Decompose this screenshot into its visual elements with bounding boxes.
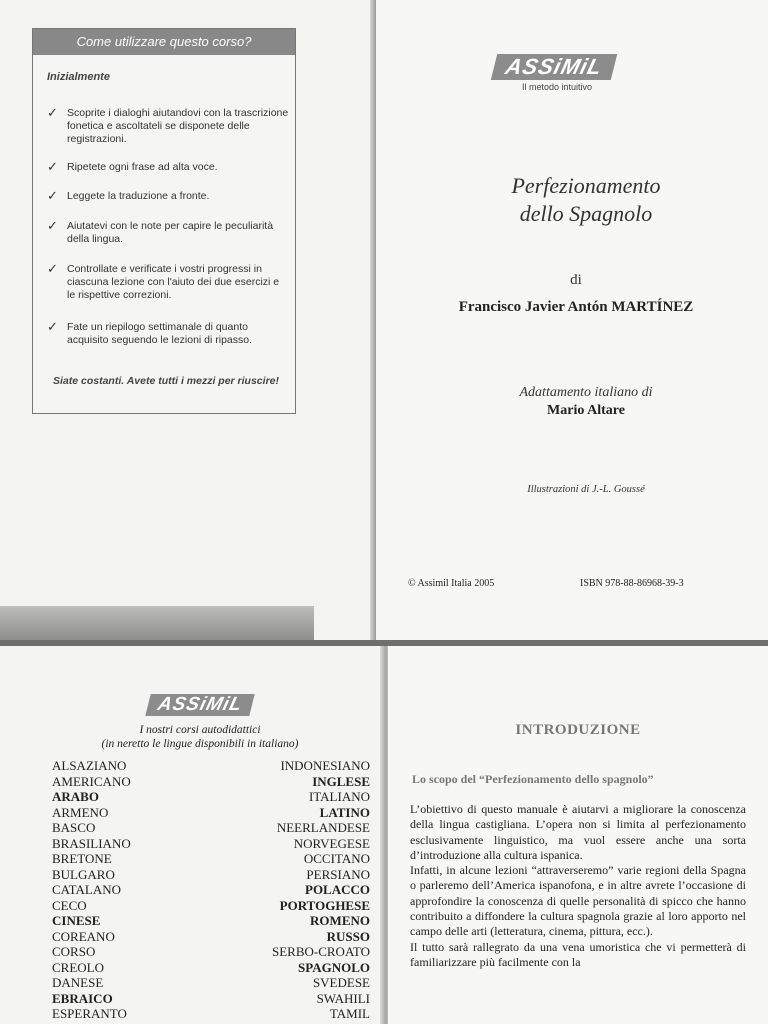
check-icon: ✓ bbox=[47, 188, 58, 203]
how-to-box bbox=[32, 28, 296, 414]
language-item: BRASILIANO bbox=[52, 835, 131, 851]
check-icon: ✓ bbox=[47, 105, 58, 120]
page-languages bbox=[0, 646, 386, 1024]
languages-left-column bbox=[52, 758, 131, 1022]
check-icon: ✓ bbox=[47, 218, 58, 233]
intro-body bbox=[410, 802, 746, 970]
list-item: ✓ Leggete la traduzione a fronte. bbox=[47, 188, 210, 203]
copyright: © Assimil Italia 2005 bbox=[408, 578, 495, 589]
language-item: CECO bbox=[52, 897, 87, 913]
list-item: ✓ Aiutatevi con le note per capire le peculiarità della lingua. bbox=[47, 218, 274, 245]
language-item: POLACCO bbox=[305, 882, 370, 897]
language-item: NORVEGESE bbox=[293, 835, 370, 851]
list-item: ✓ Fate un riepilogo settimanale di quanto acquisito seguendo le lezioni di ripasso. bbox=[47, 319, 253, 346]
language-item: BRETONE bbox=[52, 851, 112, 866]
check-icon: ✓ bbox=[47, 319, 58, 334]
languages-subheading: (in neretto le lingue disponibili in italiano) bbox=[101, 738, 299, 750]
paragraph: Infatti, in alcune lezioni “attraverseremo” varie regioni della Spagna o parleremo dell’America ispanofona, e in altre avrete l’occasione di approfondire la conoscenza di quelle personalità di spicco che hanno contribuito a diffondere la cultura spagnola grazie al loro apporto nel campo delle arti (letteratura, cinema, pittura, ecc.). bbox=[410, 863, 746, 939]
language-item: ROMENO bbox=[310, 913, 370, 928]
language-item: ARABO bbox=[52, 789, 99, 804]
language-item: CINESE bbox=[52, 913, 101, 928]
list-item: ✓ Ripetete ogni frase ad alta voce. bbox=[47, 159, 218, 174]
language-item: ESPERANTO bbox=[52, 1006, 127, 1021]
language-item: NEERLANDESE bbox=[276, 820, 370, 835]
paragraph: L’obiettivo di questo manuale è aiutarvi a migliorare la conoscenza della lingua castigliana. L’opera non si limita al perfezionamento esclusivamente linguistico, ma vuol essere anche una sorta d’introduzione alla cultura ispanica. bbox=[410, 802, 746, 862]
language-item: ITALIANO bbox=[308, 789, 370, 804]
language-item: ALSAZIANO bbox=[52, 758, 127, 773]
language-item: AMERICANO bbox=[52, 773, 131, 789]
language-item: SERBO-CROATO bbox=[271, 944, 370, 959]
language-item: SPAGNOLO bbox=[298, 959, 370, 975]
language-item: INDONESIANO bbox=[280, 758, 370, 773]
language-item: OCCITANO bbox=[303, 851, 370, 866]
page-introduction bbox=[388, 646, 768, 1024]
author: Francisco Javier Antón MARTÍNEZ bbox=[458, 299, 694, 315]
isbn: ISBN 978-88-86968-39-3 bbox=[580, 578, 684, 589]
book-title-line2: dello Spagnolo bbox=[519, 201, 653, 226]
assimil-logo: ASSiMiL bbox=[145, 694, 255, 716]
language-item: INGLESE bbox=[312, 773, 370, 789]
language-item: BASCO bbox=[52, 820, 96, 835]
how-to-subheading: Inizialmente bbox=[47, 71, 110, 83]
illustrations-credit: Illustrazioni di J.-L. Goussé bbox=[527, 484, 645, 495]
page-title-page bbox=[376, 0, 768, 640]
how-to-footer: Siate costanti. Avete tutti i mezzi per riuscire! bbox=[52, 375, 279, 387]
language-item: BULGARO bbox=[52, 866, 115, 882]
adaptation-label: Adattamento italiano di bbox=[519, 385, 653, 400]
language-item: SVEDESE bbox=[312, 975, 370, 990]
page-how-to-use bbox=[0, 0, 374, 640]
check-icon: ✓ bbox=[47, 159, 58, 174]
assimil-logo: ASSiMiL bbox=[491, 54, 618, 80]
language-item: TAMIL bbox=[329, 1006, 370, 1021]
language-item: LATINO bbox=[319, 804, 370, 820]
paragraph: Il tutto sarà rallegrato da una vena umoristica che vi permetterà di familiarizzare più facilmente con la bbox=[410, 939, 746, 969]
by-label: di bbox=[570, 272, 582, 288]
intro-subheading: Lo scopo del “Perfezionamento dello spagnolo” bbox=[412, 772, 654, 786]
adapter: Mario Altare bbox=[547, 403, 625, 418]
check-icon: ✓ bbox=[47, 261, 58, 276]
book-title-line1: Perfezionamento bbox=[511, 173, 661, 198]
language-item: DANESE bbox=[52, 975, 104, 990]
list-item: ✓ Scoprite i dialoghi aiutandovi con la trascrizione fonetica e ascoltateli se disponete delle registrazioni. bbox=[47, 105, 289, 145]
tagline: Il metodo intuitivo bbox=[522, 82, 593, 92]
language-item: PORTOGHESE bbox=[279, 897, 370, 913]
languages-heading: I nostri corsi autodidattici bbox=[139, 724, 261, 736]
language-item: EBRAICO bbox=[52, 990, 113, 1006]
language-item: CATALANO bbox=[52, 882, 122, 897]
intro-heading: INTRODUZIONE bbox=[515, 722, 641, 738]
language-item: RUSSO bbox=[326, 928, 370, 944]
language-item: CREOLO bbox=[52, 959, 104, 975]
page-shadow bbox=[0, 606, 314, 640]
how-to-header: Come utilizzare questo corso? bbox=[33, 29, 295, 55]
language-item: SWAHILI bbox=[316, 990, 370, 1006]
language-item: PERSIANO bbox=[306, 866, 370, 882]
language-item: COREANO bbox=[52, 928, 115, 944]
languages-right-column bbox=[272, 758, 370, 1022]
language-item: CORSO bbox=[52, 944, 96, 959]
list-item: ✓ Controllate e verificate i vostri progressi in ciascuna lezione con l'aiuto dei due esercizi e le rispettive correzioni. bbox=[47, 261, 280, 301]
language-item: ARMENO bbox=[52, 804, 109, 820]
